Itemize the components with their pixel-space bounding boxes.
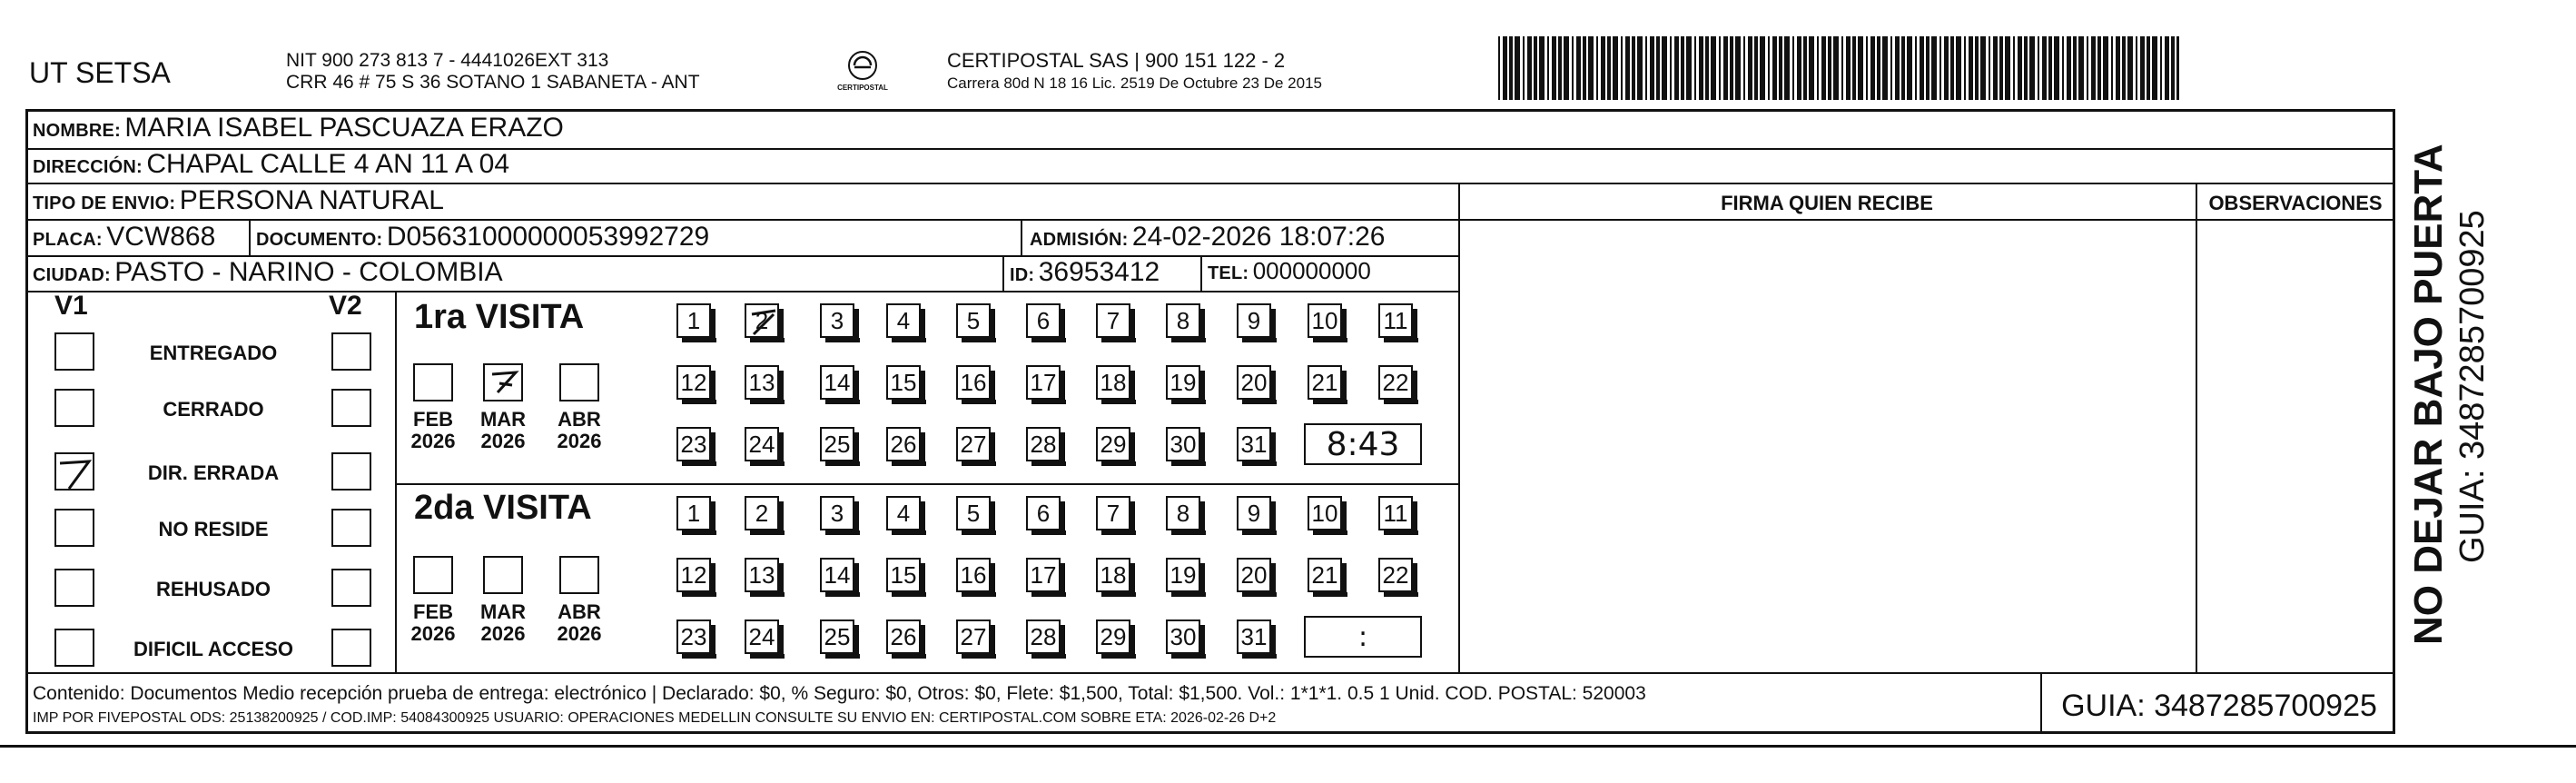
documento-label: DOCUMENTO: — [256, 230, 383, 250]
placa-label: PLACA: — [33, 230, 103, 250]
month-year: 2026 — [557, 622, 602, 645]
day-box[interactable]: 29 — [1096, 427, 1130, 461]
day-box[interactable]: 29 — [1096, 619, 1130, 654]
status-label: CERRADO — [163, 398, 264, 421]
month-year: 2026 — [410, 622, 456, 645]
day-box[interactable]: 23 — [676, 619, 711, 654]
day-box[interactable]: 21 — [1308, 558, 1342, 592]
day-box[interactable]: 12 — [676, 558, 711, 592]
day-box[interactable]: 2 — [745, 303, 779, 338]
month-label — [406, 601, 460, 645]
id-row — [1010, 257, 1160, 288]
tel-row — [1208, 257, 1371, 285]
day-box[interactable]: 5 — [956, 303, 991, 338]
day-box[interactable]: 4 — [886, 303, 921, 338]
day-box[interactable]: 22 — [1378, 558, 1413, 592]
second-visit-title: 2da VISITA — [414, 489, 592, 527]
month-name: ABR — [558, 408, 601, 431]
v2-checkbox[interactable] — [331, 389, 371, 427]
day-box[interactable]: 17 — [1026, 365, 1061, 400]
day-box[interactable]: 26 — [886, 619, 921, 654]
day-box[interactable]: 8 — [1166, 496, 1200, 530]
day-box[interactable]: 21 — [1308, 365, 1342, 400]
day-box[interactable]: 31 — [1237, 427, 1271, 461]
certipostal-line-2: Carrera 80d N 18 16 Lic. 2519 De Octubre 23 De 2015 — [947, 74, 1322, 92]
day-box[interactable]: 1 — [676, 496, 711, 530]
day-box[interactable]: 30 — [1166, 427, 1200, 461]
month-year: 2026 — [410, 430, 456, 452]
placa-value: VCW868 — [106, 222, 216, 252]
ciudad-value: PASTO - NARINO - COLOMBIA — [114, 257, 503, 287]
day-box[interactable]: 30 — [1166, 619, 1200, 654]
day-box[interactable]: 15 — [886, 558, 921, 592]
first-visit-title: 1ra VISITA — [414, 298, 585, 336]
day-box[interactable]: 7 — [1096, 303, 1130, 338]
day-box[interactable]: 13 — [745, 558, 779, 592]
day-box[interactable]: 26 — [886, 427, 921, 461]
barcode — [1498, 36, 2179, 100]
month-year: 2026 — [557, 430, 602, 452]
day-box[interactable]: 23 — [676, 427, 711, 461]
day-box[interactable]: 11 — [1378, 496, 1413, 530]
month-label — [552, 601, 607, 645]
id-label: ID: — [1010, 265, 1035, 285]
day-box[interactable]: 16 — [956, 558, 991, 592]
day-box[interactable]: 3 — [820, 496, 854, 530]
admision-row — [1030, 222, 1386, 253]
direccion-label: DIRECCIÓN: — [33, 157, 143, 177]
footer-line-2: IMP POR FIVEPOSTAL ODS: 25138200925 / COD.IMP: 54084300925 USUARIO: OPERACIONES MEDELLIN CONSULTE SU ENVIO EN: CERTIPOSTAL.COM SOBRE ETA: 2026-02-26 D+2 — [33, 710, 1277, 726]
month-label — [476, 601, 530, 645]
day-box[interactable]: 27 — [956, 427, 991, 461]
firma-area[interactable] — [1460, 221, 2196, 671]
month-checkbox[interactable] — [559, 556, 599, 594]
day-box[interactable]: 28 — [1026, 427, 1061, 461]
status-label: DIR. ERRADA — [147, 461, 280, 484]
month-checkbox[interactable] — [413, 556, 453, 594]
v1-checkbox[interactable] — [54, 509, 94, 547]
second-visit-time[interactable]: : — [1304, 616, 1422, 658]
day-box[interactable]: 1 — [676, 303, 711, 338]
nombre-value: MARIA ISABEL PASCUAZA ERAZO — [124, 113, 564, 143]
no-dejar-bajo-puerta: NO DEJAR BAJO PUERTA — [2406, 144, 2451, 645]
day-box[interactable]: 17 — [1026, 558, 1061, 592]
month-name: ABR — [558, 600, 601, 623]
day-box[interactable]: 6 — [1026, 303, 1061, 338]
day-box[interactable]: 11 — [1378, 303, 1413, 338]
day-box[interactable]: 4 — [886, 496, 921, 530]
month-name: FEB — [413, 408, 453, 431]
nit-line-1: NIT 900 273 813 7 - 4441026EXT 313 — [286, 50, 609, 71]
day-box[interactable]: 13 — [745, 365, 779, 400]
day-box[interactable]: 3 — [820, 303, 854, 338]
month-checkbox[interactable] — [483, 556, 523, 594]
month-year: 2026 — [480, 430, 526, 452]
day-box[interactable]: 5 — [956, 496, 991, 530]
day-box[interactable]: 24 — [745, 427, 779, 461]
day-box[interactable]: 14 — [820, 365, 854, 400]
status-label: REHUSADO — [156, 578, 271, 600]
month-name: MAR — [479, 408, 527, 431]
v1-checkbox[interactable] — [54, 629, 94, 667]
id-value: 36953412 — [1038, 257, 1160, 287]
admision-value: 24-02-2026 18:07:26 — [1131, 222, 1386, 252]
observaciones-area[interactable] — [2197, 221, 2393, 671]
day-box[interactable]: 2 — [745, 496, 779, 530]
nombre-row — [33, 113, 564, 144]
v2-label: V2 — [329, 291, 362, 321]
v2-checkbox[interactable] — [331, 629, 371, 667]
documento-value: D05631000000053992729 — [386, 222, 710, 252]
v2-checkbox[interactable] — [331, 332, 371, 371]
nit-line-2: CRR 46 # 75 S 36 SOTANO 1 SABANETA - ANT — [286, 72, 700, 93]
day-box[interactable]: 20 — [1237, 365, 1271, 400]
documento-row — [256, 222, 709, 253]
day-box[interactable]: 12 — [676, 365, 711, 400]
direccion-value: CHAPAL CALLE 4 AN 11 A 04 — [146, 149, 510, 179]
month-name: MAR — [479, 600, 527, 623]
day-box[interactable]: 25 — [820, 619, 854, 654]
v2-checkbox[interactable] — [331, 509, 371, 547]
placa-row — [33, 222, 215, 253]
day-box[interactable]: 19 — [1166, 558, 1200, 592]
certipostal-line-1: CERTIPOSTAL SAS | 900 151 122 - 2 — [947, 49, 1286, 72]
day-box[interactable]: 7 — [1096, 496, 1130, 530]
footer-guia: GUIA: 3487285700925 — [2061, 689, 2377, 723]
month-year: 2026 — [480, 622, 526, 645]
ciudad-row — [33, 257, 503, 288]
firma-quien-recibe-label: FIRMA QUIEN RECIBE — [1721, 192, 1933, 214]
admision-label: ADMISIÓN: — [1030, 230, 1129, 250]
month-label — [406, 409, 460, 452]
month-name: FEB — [413, 600, 453, 623]
day-box[interactable]: 27 — [956, 619, 991, 654]
month-checkbox[interactable] — [559, 363, 599, 401]
month-checkbox[interactable] — [483, 363, 523, 401]
tipo-envio-row — [33, 185, 444, 216]
day-box[interactable]: 19 — [1166, 365, 1200, 400]
day-box[interactable]: 18 — [1096, 365, 1130, 400]
month-label — [476, 409, 530, 452]
footer-line-1: Contenido: Documentos Medio recepción prueba de entrega: electrónico | Declarado: $0, % Seguro: $0, Otros: $0, Flete: $1,500, Total: $1,500. Vol.: 1*1*1. 0.5 1 Unid. COD. POSTAL: 520003 — [33, 683, 1646, 704]
nombre-label: NOMBRE: — [33, 121, 121, 141]
day-box[interactable]: 16 — [956, 365, 991, 400]
tel-label: TEL: — [1208, 263, 1249, 283]
company-name: UT SETSA — [29, 56, 171, 89]
status-label: DIFICIL ACCESO — [133, 638, 293, 660]
side-guia: GUIA: 3487285700925 — [2453, 210, 2492, 563]
day-box[interactable]: 25 — [820, 427, 854, 461]
status-label: ENTREGADO — [149, 342, 278, 364]
month-label — [552, 409, 607, 452]
v2-checkbox[interactable] — [331, 569, 371, 607]
day-box[interactable]: 8 — [1166, 303, 1200, 338]
tel-value: 000000000 — [1252, 257, 1371, 284]
day-box[interactable]: 22 — [1378, 365, 1413, 400]
day-box[interactable]: 15 — [886, 365, 921, 400]
tipo-envio-value: PERSONA NATURAL — [179, 185, 444, 215]
day-box[interactable]: 31 — [1237, 619, 1271, 654]
day-box[interactable]: 14 — [820, 558, 854, 592]
v1-checkbox[interactable] — [54, 332, 94, 371]
day-box[interactable]: 9 — [1237, 303, 1271, 338]
direccion-row — [33, 149, 509, 180]
logo-lettering: CERTIPOSTAL — [837, 84, 888, 92]
month-checkbox[interactable] — [413, 363, 453, 401]
v1-checkbox[interactable] — [54, 389, 94, 427]
v1-checkbox[interactable] — [54, 569, 94, 607]
day-box[interactable]: 10 — [1308, 496, 1342, 530]
day-box[interactable]: 18 — [1096, 558, 1130, 592]
tipo-envio-label: TIPO DE ENVIO: — [33, 193, 176, 213]
day-box[interactable]: 6 — [1026, 496, 1061, 530]
v2-checkbox[interactable] — [331, 452, 371, 491]
observaciones-label: OBSERVACIONES — [2208, 192, 2383, 214]
status-label: NO RESIDE — [158, 518, 269, 540]
ciudad-label: CIUDAD: — [33, 265, 111, 285]
day-box[interactable]: 20 — [1237, 558, 1271, 592]
day-box[interactable]: 24 — [745, 619, 779, 654]
day-box[interactable]: 28 — [1026, 619, 1061, 654]
day-box[interactable]: 10 — [1308, 303, 1342, 338]
v1-label: V1 — [54, 291, 88, 321]
day-box[interactable]: 9 — [1237, 496, 1271, 530]
first-visit-time[interactable]: 8:43 — [1304, 423, 1422, 465]
v1-checkbox[interactable] — [54, 452, 94, 491]
certipostal-logo — [822, 45, 903, 102]
